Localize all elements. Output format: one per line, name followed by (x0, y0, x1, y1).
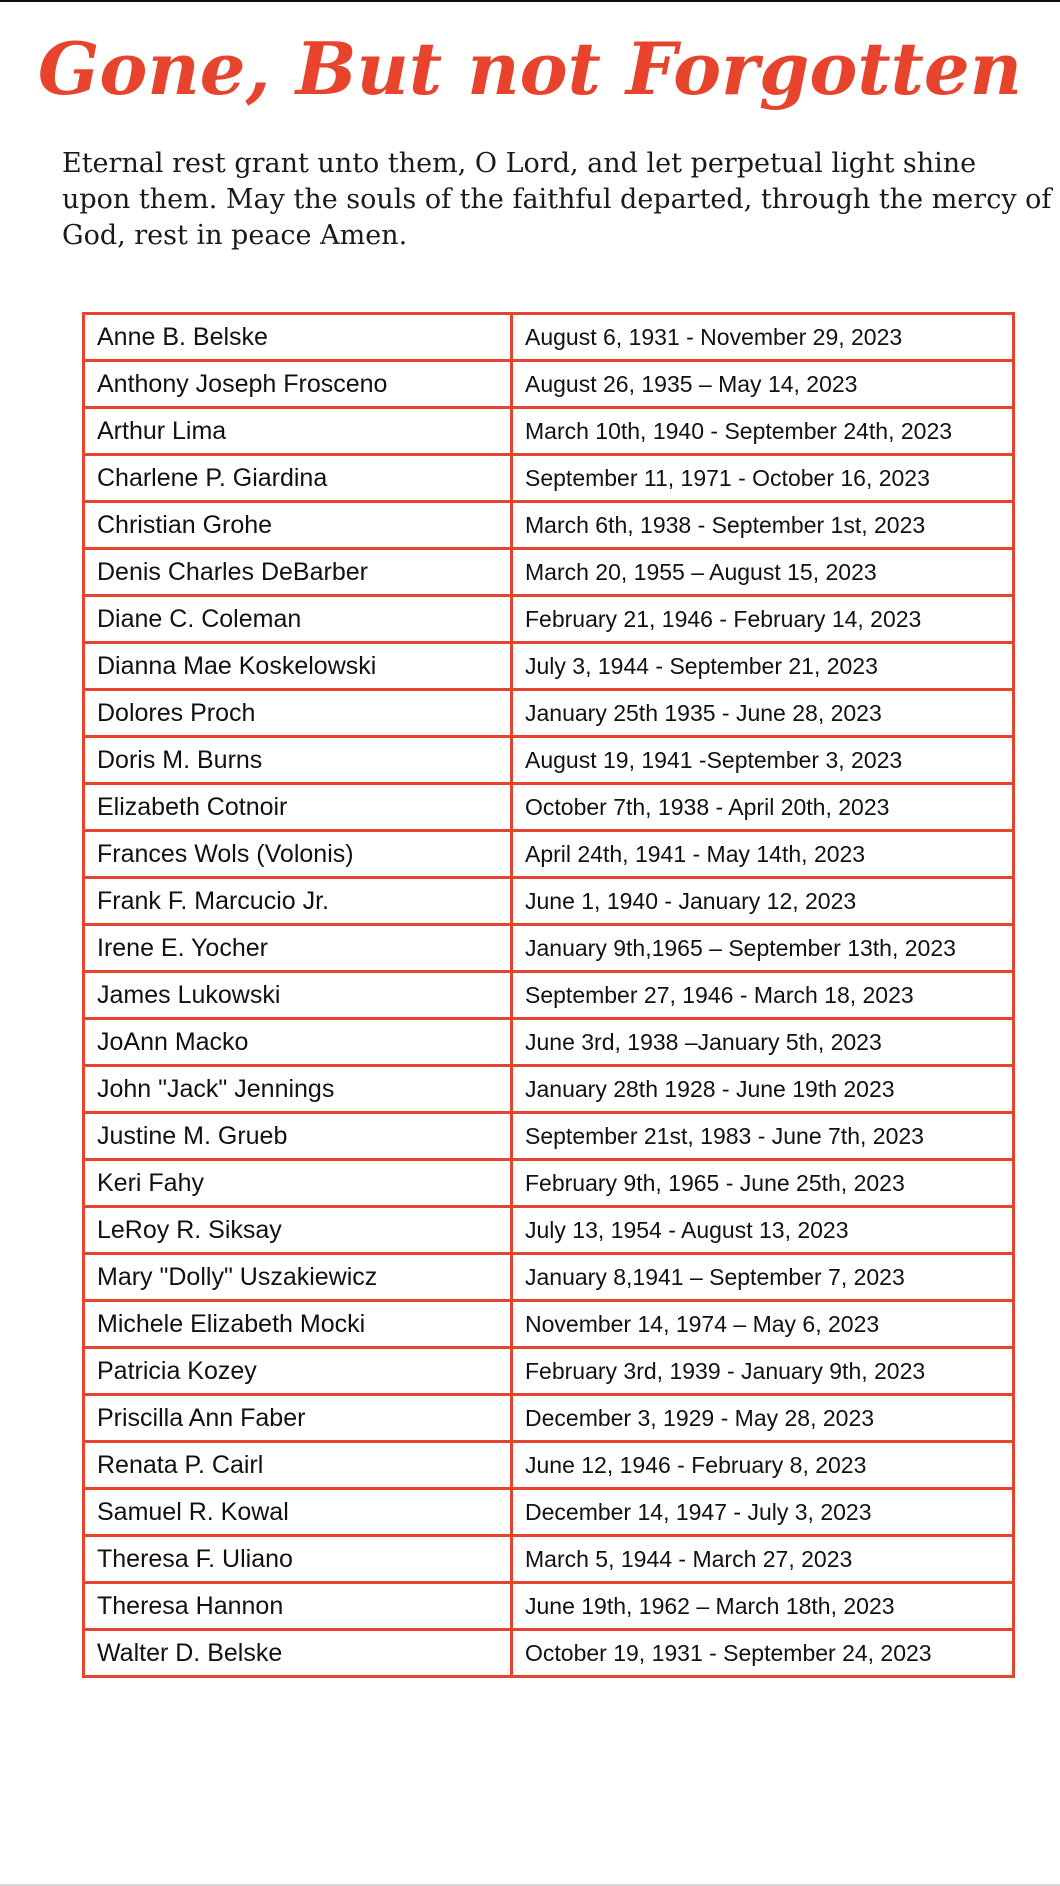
name-cell: Denis Charles DeBarber (84, 549, 512, 596)
table-row (84, 502, 1014, 549)
dates-cell: June 19th, 1962 – March 18th, 2023 (512, 1583, 1014, 1630)
table-row (84, 878, 1014, 925)
name-cell: Frances Wols (Volonis) (84, 831, 512, 878)
table-row (84, 972, 1014, 1019)
table-row (84, 737, 1014, 784)
table-row (84, 1395, 1014, 1442)
prayer-text: Eternal rest grant unto them, O Lord, and let perpetual light shine upon them. May the souls of the faithful departed, through the mercy of God, rest in peace Amen. (62, 148, 1052, 251)
table-row (84, 925, 1014, 972)
table-row (84, 1583, 1014, 1630)
name-cell: JoAnn Macko (84, 1019, 512, 1066)
dates-cell: July 3, 1944 - September 21, 2023 (512, 643, 1014, 690)
table-row (84, 1348, 1014, 1395)
dates-cell: March 6th, 1938 - September 1st, 2023 (512, 502, 1014, 549)
dates-cell: August 26, 1935 – May 14, 2023 (512, 361, 1014, 408)
table-row (84, 1442, 1014, 1489)
page-title: Gone, But not Forgotten (37, 26, 1023, 111)
table-row (84, 784, 1014, 831)
table-row (84, 1254, 1014, 1301)
name-cell: Diane C. Coleman (84, 596, 512, 643)
dates-cell: September 27, 1946 - March 18, 2023 (512, 972, 1014, 1019)
name-cell: Justine M. Grueb (84, 1113, 512, 1160)
name-cell: Keri Fahy (84, 1160, 512, 1207)
dates-cell: August 6, 1931 - November 29, 2023 (512, 314, 1014, 361)
table-row (84, 1019, 1014, 1066)
name-cell: LeRoy R. Siksay (84, 1207, 512, 1254)
dates-cell: March 5, 1944 - March 27, 2023 (512, 1536, 1014, 1583)
name-cell: Doris M. Burns (84, 737, 512, 784)
name-cell: Theresa Hannon (84, 1583, 512, 1630)
table-row (84, 1489, 1014, 1536)
dates-cell: June 1, 1940 - January 12, 2023 (512, 878, 1014, 925)
table-row (84, 1536, 1014, 1583)
memorial-table-body (84, 314, 1014, 1677)
name-cell: Renata P. Cairl (84, 1442, 512, 1489)
dates-cell: January 25th 1935 - June 28, 2023 (512, 690, 1014, 737)
name-cell: John "Jack" Jennings (84, 1066, 512, 1113)
memorial-table (82, 312, 1015, 1678)
memorial-table-container (82, 312, 1012, 1678)
dates-cell: January 8,1941 – September 7, 2023 (512, 1254, 1014, 1301)
name-cell: Charlene P. Giardina (84, 455, 512, 502)
dates-cell: June 3rd, 1938 –January 5th, 2023 (512, 1019, 1014, 1066)
table-row (84, 455, 1014, 502)
name-cell: Elizabeth Cotnoir (84, 784, 512, 831)
name-cell: Frank F. Marcucio Jr. (84, 878, 512, 925)
dates-cell: July 13, 1954 - August 13, 2023 (512, 1207, 1014, 1254)
dates-cell: March 20, 1955 – August 15, 2023 (512, 549, 1014, 596)
dates-cell: October 19, 1931 - September 24, 2023 (512, 1630, 1014, 1677)
name-cell: Christian Grohe (84, 502, 512, 549)
table-row (84, 831, 1014, 878)
dates-cell: August 19, 1941 -September 3, 2023 (512, 737, 1014, 784)
dates-cell: October 7th, 1938 - April 20th, 2023 (512, 784, 1014, 831)
table-row (84, 596, 1014, 643)
table-row (84, 408, 1014, 455)
dates-cell: November 14, 1974 – May 6, 2023 (512, 1301, 1014, 1348)
name-cell: Dolores Proch (84, 690, 512, 737)
table-row (84, 1630, 1014, 1677)
name-cell: Dianna Mae Koskelowski (84, 643, 512, 690)
dates-cell: February 9th, 1965 - June 25th, 2023 (512, 1160, 1014, 1207)
name-cell: Priscilla Ann Faber (84, 1395, 512, 1442)
dates-cell: January 9th,1965 – September 13th, 2023 (512, 925, 1014, 972)
dates-cell: February 3rd, 1939 - January 9th, 2023 (512, 1348, 1014, 1395)
dates-cell: June 12, 1946 - February 8, 2023 (512, 1442, 1014, 1489)
table-row (84, 361, 1014, 408)
name-cell: Patricia Kozey (84, 1348, 512, 1395)
dates-cell: September 21st, 1983 - June 7th, 2023 (512, 1113, 1014, 1160)
table-row (84, 1113, 1014, 1160)
table-row (84, 1160, 1014, 1207)
dates-cell: January 28th 1928 - June 19th 2023 (512, 1066, 1014, 1113)
name-cell: Michele Elizabeth Mocki (84, 1301, 512, 1348)
name-cell: Samuel R. Kowal (84, 1489, 512, 1536)
table-row (84, 1066, 1014, 1113)
name-cell: Irene E. Yocher (84, 925, 512, 972)
dates-cell: September 11, 1971 - October 16, 2023 (512, 455, 1014, 502)
name-cell: Mary "Dolly" Uszakiewicz (84, 1254, 512, 1301)
name-cell: Theresa F. Uliano (84, 1536, 512, 1583)
table-row (84, 690, 1014, 737)
name-cell: James Lukowski (84, 972, 512, 1019)
name-cell: Anthony Joseph Frosceno (84, 361, 512, 408)
dates-cell: March 10th, 1940 - September 24th, 2023 (512, 408, 1014, 455)
name-cell: Walter D. Belske (84, 1630, 512, 1677)
table-row (84, 1207, 1014, 1254)
dates-cell: April 24th, 1941 - May 14th, 2023 (512, 831, 1014, 878)
table-row (84, 1301, 1014, 1348)
table-row (84, 549, 1014, 596)
name-cell: Arthur Lima (84, 408, 512, 455)
table-row (84, 643, 1014, 690)
name-cell: Anne B. Belske (84, 314, 512, 361)
table-row (84, 314, 1014, 361)
dates-cell: February 21, 1946 - February 14, 2023 (512, 596, 1014, 643)
dates-cell: December 14, 1947 - July 3, 2023 (512, 1489, 1014, 1536)
dates-cell: December 3, 1929 - May 28, 2023 (512, 1395, 1014, 1442)
